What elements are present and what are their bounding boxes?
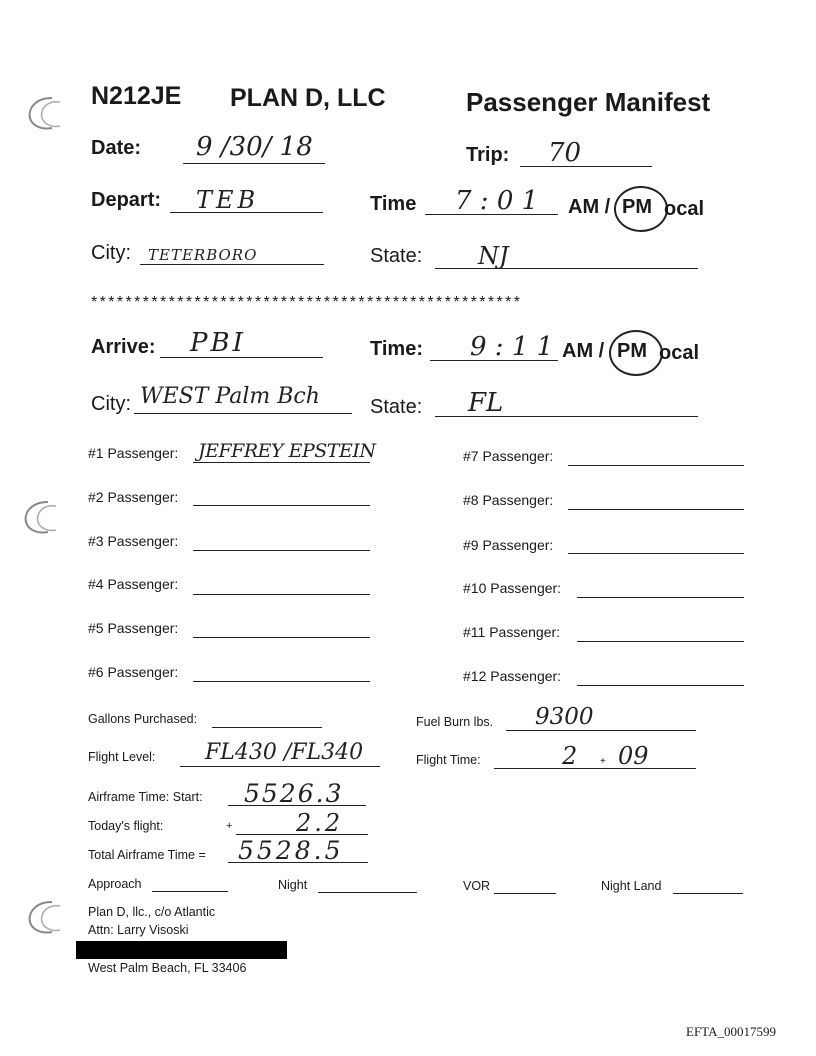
todays-flight-value: 2.2 <box>296 809 344 837</box>
passenger-7-line <box>568 465 744 466</box>
tail-number: N212JE <box>91 82 182 110</box>
passenger-6-label: #6 Passenger: <box>88 664 179 680</box>
bates-number: EFTA_00017599 <box>686 1024 776 1039</box>
depart-value: TEB <box>196 186 260 214</box>
vor-label: VOR <box>463 879 491 893</box>
night-land-label: Night Land <box>601 879 662 893</box>
depart-city-value: TETERBORO <box>148 246 258 264</box>
passenger-3-line <box>193 550 370 551</box>
passenger-8-line <box>568 509 744 510</box>
depart-local-text: ocal <box>664 198 705 220</box>
total-airframe-label: Total Airframe Time = <box>88 848 206 862</box>
depart-state-label: State: <box>370 245 423 267</box>
depart-pm-text: PM <box>622 196 652 218</box>
gallons-line <box>212 727 322 728</box>
passenger-1-line <box>193 462 370 463</box>
depart-time-label: Time <box>370 193 417 215</box>
trip-label: Trip: <box>466 144 510 166</box>
depart-state-value: NJ <box>478 242 509 270</box>
company-name: PLAN D, LLC <box>230 84 386 112</box>
arrive-ampm-text: AM / <box>562 340 605 362</box>
flight-level-value: FL430 /FL340 <box>205 740 364 765</box>
passenger-12-line <box>577 685 744 686</box>
gallons-label: Gallons Purchased: <box>88 712 198 726</box>
arrive-city-value: WEST Palm Bch <box>140 384 320 409</box>
fuel-burn-value: 9300 <box>535 704 594 730</box>
airframe-start-label: Airframe Time: Start: <box>88 790 203 804</box>
arrive-time-label: Time: <box>370 338 423 360</box>
arrive-state-label: State: <box>370 396 423 418</box>
redaction-bar <box>76 941 287 959</box>
arrive-time-value: 9 : 1 1 <box>470 332 554 362</box>
passenger-1-label: #1 Passenger: <box>88 445 179 461</box>
flight-level-label: Flight Level: <box>88 750 156 764</box>
passenger-4-label: #4 Passenger: <box>88 576 179 592</box>
binder-hole-mark <box>18 496 62 540</box>
night-line <box>318 892 417 893</box>
depart-city-line <box>140 264 324 265</box>
arrive-value: PBI <box>190 328 246 358</box>
passenger-11-label: #11 Passenger: <box>463 624 561 640</box>
binder-hole-mark <box>22 92 66 136</box>
passenger-6-line <box>193 681 370 682</box>
trip-line <box>520 166 652 167</box>
passenger-2-line <box>193 505 370 506</box>
passenger-11-line <box>577 641 744 642</box>
arrive-pm-text: PM <box>617 340 647 362</box>
flight-level-line <box>180 766 380 767</box>
todays-flight-label: Today's flight: <box>88 819 164 833</box>
date-line <box>183 163 325 164</box>
arrive-city-line <box>134 413 352 414</box>
arrive-state-value: FL <box>468 388 504 418</box>
arrive-city-label: City: <box>91 393 131 415</box>
flight-time-label: Flight Time: <box>416 753 481 767</box>
arrive-local-text: ocal <box>659 342 700 364</box>
page-title: Passenger Manifest <box>466 87 711 117</box>
flight-time-line <box>494 768 696 769</box>
passenger-9-label: #9 Passenger: <box>463 537 554 553</box>
passenger-8-label: #8 Passenger: <box>463 492 554 508</box>
address-line-4: West Palm Beach, FL 33406 <box>88 961 247 975</box>
passenger-10-label: #10 Passenger: <box>463 580 562 596</box>
passenger-9-line <box>568 553 744 554</box>
approach-line <box>152 891 228 892</box>
passenger-1-value: JEFFREY EPSTEIN <box>198 440 376 462</box>
date-label: Date: <box>91 137 142 159</box>
address-line-2: Attn: Larry Visoski <box>88 923 189 937</box>
address-line-1: Plan D, llc., c/o Atlantic <box>88 905 216 919</box>
passenger-12-label: #12 Passenger: <box>463 668 562 684</box>
flight-time-hours: 2 <box>562 742 578 770</box>
fuel-burn-label: Fuel Burn lbs. <box>416 715 494 729</box>
trip-value: 70 <box>548 138 582 168</box>
depart-ampm-text: AM / <box>568 196 611 218</box>
depart-state-line <box>435 268 698 269</box>
total-airframe-value: 5528.5 <box>238 836 344 865</box>
passenger-3-label: #3 Passenger: <box>88 533 179 549</box>
todays-flight-plus: + <box>226 820 233 832</box>
depart-time-value: 7 : 0 1 <box>455 186 539 216</box>
passenger-10-line <box>577 597 744 598</box>
flight-time-plus: + <box>600 756 606 767</box>
passenger-2-label: #2 Passenger: <box>88 489 179 505</box>
approach-label: Approach <box>88 877 142 891</box>
date-value: 9 /30/ 18 <box>196 132 313 162</box>
passenger-5-line <box>193 637 370 638</box>
arrive-label: Arrive: <box>91 336 156 358</box>
passenger-4-line <box>193 594 370 595</box>
depart-label: Depart: <box>91 189 162 211</box>
vor-line <box>494 893 556 894</box>
binder-hole-mark <box>20 896 70 940</box>
night-label: Night <box>278 878 308 892</box>
flight-time-minutes: 09 <box>618 742 649 770</box>
fuel-burn-line <box>506 730 696 731</box>
depart-city-label: City: <box>91 242 131 264</box>
night-land-line <box>673 893 743 894</box>
airframe-start-value: 5526.3 <box>244 779 344 808</box>
passenger-5-label: #5 Passenger: <box>88 620 179 636</box>
section-separator: ************************************************** <box>91 294 523 311</box>
passenger-7-label: #7 Passenger: <box>463 448 554 464</box>
